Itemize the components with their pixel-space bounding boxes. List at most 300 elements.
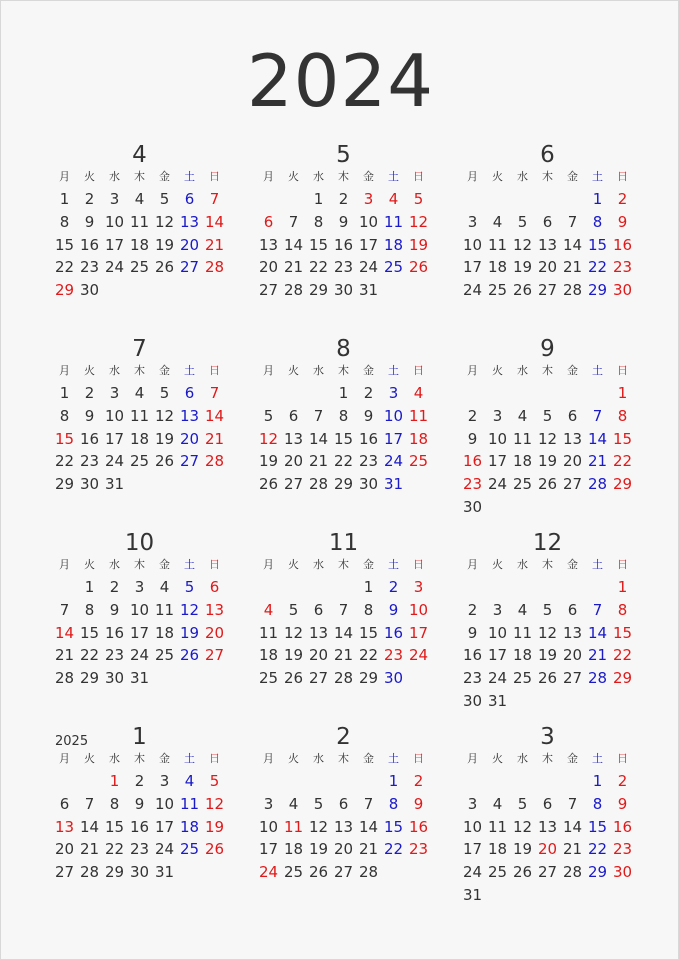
empty-cell bbox=[460, 382, 485, 405]
day-cell: 25 bbox=[408, 452, 429, 471]
day-cell: 6 bbox=[313, 600, 324, 619]
weekday-label: 日 bbox=[617, 558, 628, 571]
day-cell: 25 bbox=[129, 258, 150, 277]
weekday-header bbox=[460, 168, 635, 188]
day-cell: 19 bbox=[512, 840, 533, 859]
weekday-label: 木 bbox=[134, 170, 145, 183]
empty-cell bbox=[485, 884, 510, 907]
day-cell: 29 bbox=[358, 669, 379, 688]
weekday-label: 月 bbox=[59, 170, 70, 183]
weekday-label: 火 bbox=[492, 170, 503, 183]
day-cell: 12 bbox=[408, 212, 429, 231]
weekday-label: 火 bbox=[84, 558, 95, 571]
weekday-label: 金 bbox=[159, 170, 170, 183]
weekday-label: 土 bbox=[184, 752, 195, 765]
day-cell: 14 bbox=[358, 817, 379, 836]
weekday-label: 土 bbox=[388, 170, 399, 183]
day-cell: 7 bbox=[338, 600, 349, 619]
day-cell: 6 bbox=[184, 190, 195, 208]
day-cell: 28 bbox=[308, 475, 329, 494]
day-cell: 10 bbox=[462, 235, 483, 254]
day-cell: 15 bbox=[104, 817, 125, 836]
day-cell: 22 bbox=[333, 452, 354, 471]
day-cell: 21 bbox=[333, 646, 354, 665]
empty-cell bbox=[306, 382, 331, 405]
day-cell: 26 bbox=[154, 452, 175, 471]
day-cell: 29 bbox=[54, 281, 75, 300]
weekday-label: 火 bbox=[84, 752, 95, 765]
weekday-label: 火 bbox=[288, 558, 299, 571]
day-cell: 17 bbox=[408, 623, 429, 642]
day-cell: 20 bbox=[54, 840, 75, 859]
day-grid bbox=[256, 362, 431, 496]
day-cell: 11 bbox=[383, 212, 404, 231]
weekday-label: 火 bbox=[492, 364, 503, 377]
empty-cell bbox=[560, 496, 585, 519]
day-cell: 31 bbox=[487, 691, 508, 710]
day-cell: 4 bbox=[517, 600, 528, 619]
day-cell: 2 bbox=[388, 578, 399, 596]
day-cell: 14 bbox=[79, 817, 100, 836]
day-cell: 26 bbox=[537, 669, 558, 688]
week-row bbox=[460, 816, 635, 839]
day-cell: 10 bbox=[462, 817, 483, 836]
day-cell: 4 bbox=[134, 384, 145, 402]
day-cell: 18 bbox=[179, 817, 200, 836]
weekday-label: 金 bbox=[363, 170, 374, 183]
day-cell: 30 bbox=[462, 691, 483, 710]
next-year-label: 2025 bbox=[55, 734, 89, 749]
empty-cell bbox=[510, 884, 535, 907]
day-cell: 23 bbox=[408, 840, 429, 859]
day-cell: 27 bbox=[308, 669, 329, 688]
day-cell: 10 bbox=[104, 406, 125, 425]
week-row bbox=[52, 793, 227, 816]
day-cell: 18 bbox=[408, 429, 429, 448]
day-cell: 25 bbox=[258, 669, 279, 688]
weekday-label: 木 bbox=[542, 364, 553, 377]
day-cell: 3 bbox=[109, 384, 120, 402]
week-row bbox=[52, 234, 227, 257]
day-cell: 15 bbox=[587, 817, 608, 836]
week-row bbox=[256, 382, 431, 405]
day-cell: 6 bbox=[542, 212, 553, 231]
day-cell: 19 bbox=[512, 258, 533, 277]
day-cell: 12 bbox=[204, 794, 225, 813]
empty-cell bbox=[406, 279, 431, 302]
weekday-label: 金 bbox=[567, 364, 578, 377]
weekday-label: 水 bbox=[313, 364, 324, 377]
day-cell: 3 bbox=[492, 406, 503, 425]
day-cell: 9 bbox=[338, 212, 349, 231]
day-cell: 25 bbox=[487, 281, 508, 300]
day-cell: 23 bbox=[612, 840, 633, 859]
day-cell: 16 bbox=[333, 235, 354, 254]
day-cell: 17 bbox=[487, 646, 508, 665]
day-grid bbox=[460, 556, 635, 713]
week-row bbox=[460, 599, 635, 622]
day-cell: 24 bbox=[408, 646, 429, 665]
day-cell: 8 bbox=[313, 212, 324, 231]
day-cell: 29 bbox=[79, 669, 100, 688]
empty-cell bbox=[585, 576, 610, 599]
weekday-label: 月 bbox=[59, 752, 70, 765]
day-cell: 8 bbox=[388, 794, 399, 813]
week-row bbox=[256, 816, 431, 839]
day-cell: 19 bbox=[308, 840, 329, 859]
day-cell: 3 bbox=[263, 794, 274, 813]
week-row bbox=[460, 188, 635, 211]
day-cell: 5 bbox=[209, 772, 220, 790]
week-row bbox=[460, 256, 635, 279]
day-cell: 4 bbox=[288, 794, 299, 813]
day-cell: 22 bbox=[587, 258, 608, 277]
day-cell: 1 bbox=[313, 190, 324, 208]
day-cell: 31 bbox=[383, 475, 404, 494]
empty-cell bbox=[585, 382, 610, 405]
day-cell: 11 bbox=[512, 623, 533, 642]
day-cell: 15 bbox=[79, 623, 100, 642]
day-cell: 16 bbox=[612, 817, 633, 836]
empty-cell bbox=[510, 576, 535, 599]
weekday-label: 土 bbox=[388, 364, 399, 377]
weekday-label: 木 bbox=[338, 752, 349, 765]
day-cell: 8 bbox=[617, 406, 628, 425]
week-row bbox=[52, 861, 227, 884]
empty-cell bbox=[331, 770, 356, 793]
week-row bbox=[460, 884, 635, 907]
month-number: 8 bbox=[336, 336, 351, 362]
day-cell: 29 bbox=[308, 281, 329, 300]
month-number: 2 bbox=[336, 724, 351, 750]
day-cell: 28 bbox=[204, 258, 225, 277]
weekday-label: 金 bbox=[363, 752, 374, 765]
weekday-label: 金 bbox=[567, 752, 578, 765]
day-cell: 1 bbox=[617, 384, 628, 402]
empty-cell bbox=[485, 382, 510, 405]
day-cell: 30 bbox=[79, 475, 100, 494]
day-cell: 14 bbox=[562, 817, 583, 836]
day-cell: 2 bbox=[467, 406, 478, 425]
week-row bbox=[256, 211, 431, 234]
day-cell: 7 bbox=[84, 794, 95, 813]
day-cell: 25 bbox=[512, 475, 533, 494]
day-cell: 12 bbox=[154, 212, 175, 231]
day-cell: 3 bbox=[413, 578, 424, 596]
day-cell: 27 bbox=[179, 452, 200, 471]
day-cell: 8 bbox=[363, 600, 374, 619]
day-cell: 25 bbox=[383, 258, 404, 277]
day-grid bbox=[52, 556, 227, 690]
week-row bbox=[460, 644, 635, 667]
day-cell: 7 bbox=[567, 212, 578, 231]
day-cell: 11 bbox=[512, 429, 533, 448]
day-cell: 12 bbox=[154, 406, 175, 425]
day-cell: 30 bbox=[383, 669, 404, 688]
day-cell: 26 bbox=[204, 840, 225, 859]
day-cell: 20 bbox=[179, 235, 200, 254]
week-row bbox=[52, 816, 227, 839]
day-cell: 1 bbox=[363, 578, 374, 596]
day-grid bbox=[256, 168, 431, 302]
week-row bbox=[256, 279, 431, 302]
day-cell: 16 bbox=[129, 817, 150, 836]
day-cell: 1 bbox=[338, 384, 349, 402]
day-cell: 24 bbox=[154, 840, 175, 859]
day-cell: 11 bbox=[283, 817, 304, 836]
weekday-label: 月 bbox=[467, 752, 478, 765]
day-cell: 28 bbox=[358, 863, 379, 882]
day-cell: 27 bbox=[537, 863, 558, 882]
day-cell: 19 bbox=[258, 452, 279, 471]
week-row bbox=[52, 770, 227, 793]
day-cell: 15 bbox=[54, 235, 75, 254]
empty-cell bbox=[52, 576, 77, 599]
day-cell: 2 bbox=[109, 578, 120, 596]
day-cell: 26 bbox=[537, 475, 558, 494]
day-cell: 24 bbox=[487, 669, 508, 688]
week-row bbox=[52, 450, 227, 473]
week-row bbox=[256, 256, 431, 279]
weekday-label: 水 bbox=[109, 558, 120, 571]
day-cell: 4 bbox=[492, 794, 503, 813]
month-number: 10 bbox=[124, 530, 155, 556]
day-cell: 27 bbox=[333, 863, 354, 882]
day-cell: 15 bbox=[383, 817, 404, 836]
day-cell: 7 bbox=[209, 190, 220, 208]
day-grid bbox=[460, 168, 635, 302]
weekday-label: 日 bbox=[209, 170, 220, 183]
day-cell: 21 bbox=[562, 258, 583, 277]
empty-cell bbox=[127, 473, 152, 496]
weekday-label: 日 bbox=[413, 752, 424, 765]
day-cell: 13 bbox=[333, 817, 354, 836]
day-cell: 1 bbox=[84, 578, 95, 596]
day-cell: 19 bbox=[154, 429, 175, 448]
day-cell: 27 bbox=[179, 258, 200, 277]
day-cell: 5 bbox=[263, 406, 274, 425]
day-cell: 28 bbox=[333, 669, 354, 688]
weekday-label: 月 bbox=[263, 558, 274, 571]
day-cell: 3 bbox=[134, 578, 145, 596]
day-cell: 29 bbox=[54, 475, 75, 494]
day-cell: 10 bbox=[129, 600, 150, 619]
day-cell: 6 bbox=[209, 578, 220, 596]
empty-cell bbox=[281, 770, 306, 793]
week-row bbox=[256, 770, 431, 793]
week-row bbox=[460, 450, 635, 473]
day-grid bbox=[52, 362, 227, 496]
empty-cell bbox=[485, 770, 510, 793]
weekday-label: 日 bbox=[413, 170, 424, 183]
day-cell: 7 bbox=[59, 600, 70, 619]
day-cell: 7 bbox=[209, 384, 220, 402]
day-cell: 10 bbox=[487, 429, 508, 448]
week-row bbox=[460, 793, 635, 816]
weekday-label: 金 bbox=[363, 364, 374, 377]
day-cell: 28 bbox=[79, 863, 100, 882]
weekday-label: 日 bbox=[617, 752, 628, 765]
empty-cell bbox=[460, 188, 485, 211]
weekday-label: 日 bbox=[413, 364, 424, 377]
weekday-label: 水 bbox=[313, 558, 324, 571]
empty-cell bbox=[585, 690, 610, 713]
empty-cell bbox=[202, 861, 227, 884]
day-cell: 17 bbox=[462, 840, 483, 859]
week-row bbox=[256, 428, 431, 451]
weekday-label: 水 bbox=[109, 364, 120, 377]
day-cell: 26 bbox=[512, 863, 533, 882]
day-cell: 1 bbox=[59, 190, 70, 208]
empty-cell bbox=[202, 279, 227, 302]
day-cell: 7 bbox=[313, 406, 324, 425]
empty-cell bbox=[152, 667, 177, 690]
day-cell: 5 bbox=[159, 384, 170, 402]
day-cell: 9 bbox=[467, 623, 478, 642]
day-cell: 2 bbox=[363, 384, 374, 402]
day-cell: 11 bbox=[154, 600, 175, 619]
weekday-header bbox=[256, 362, 431, 382]
weekday-label: 月 bbox=[263, 752, 274, 765]
week-row bbox=[256, 667, 431, 690]
day-cell: 27 bbox=[283, 475, 304, 494]
day-cell: 8 bbox=[592, 212, 603, 231]
week-row bbox=[256, 644, 431, 667]
day-cell: 22 bbox=[587, 840, 608, 859]
week-row bbox=[460, 496, 635, 519]
weekday-label: 月 bbox=[467, 170, 478, 183]
day-cell: 22 bbox=[104, 840, 125, 859]
week-row bbox=[52, 256, 227, 279]
day-cell: 23 bbox=[79, 258, 100, 277]
weekday-label: 金 bbox=[159, 752, 170, 765]
day-cell: 15 bbox=[54, 429, 75, 448]
week-row bbox=[256, 473, 431, 496]
day-cell: 20 bbox=[537, 840, 558, 859]
day-cell: 9 bbox=[388, 600, 399, 619]
empty-cell bbox=[510, 188, 535, 211]
empty-cell bbox=[202, 473, 227, 496]
day-cell: 18 bbox=[512, 646, 533, 665]
day-cell: 14 bbox=[308, 429, 329, 448]
weekday-header bbox=[460, 750, 635, 770]
weekday-header bbox=[52, 750, 227, 770]
day-cell: 28 bbox=[283, 281, 304, 300]
weekday-label: 木 bbox=[338, 170, 349, 183]
empty-cell bbox=[560, 690, 585, 713]
empty-cell bbox=[152, 473, 177, 496]
day-cell: 27 bbox=[204, 646, 225, 665]
week-row bbox=[256, 188, 431, 211]
week-row bbox=[460, 576, 635, 599]
day-cell: 20 bbox=[283, 452, 304, 471]
day-cell: 13 bbox=[54, 817, 75, 836]
day-cell: 23 bbox=[358, 452, 379, 471]
day-cell: 14 bbox=[333, 623, 354, 642]
weekday-label: 水 bbox=[517, 364, 528, 377]
day-cell: 21 bbox=[204, 235, 225, 254]
day-cell: 27 bbox=[562, 475, 583, 494]
week-row bbox=[52, 405, 227, 428]
day-cell: 20 bbox=[537, 258, 558, 277]
day-cell: 7 bbox=[288, 212, 299, 231]
day-cell: 28 bbox=[587, 669, 608, 688]
day-cell: 16 bbox=[462, 452, 483, 471]
empty-cell bbox=[406, 861, 431, 884]
weekday-label: 火 bbox=[492, 558, 503, 571]
day-grid bbox=[460, 750, 635, 907]
week-row bbox=[256, 838, 431, 861]
empty-cell bbox=[560, 770, 585, 793]
day-cell: 1 bbox=[617, 578, 628, 596]
weekday-label: 水 bbox=[109, 752, 120, 765]
weekday-label: 月 bbox=[59, 558, 70, 571]
weekday-label: 木 bbox=[134, 558, 145, 571]
day-cell: 17 bbox=[462, 258, 483, 277]
day-cell: 8 bbox=[109, 794, 120, 813]
day-cell: 10 bbox=[358, 212, 379, 231]
weekday-label: 土 bbox=[184, 170, 195, 183]
day-cell: 11 bbox=[129, 212, 150, 231]
day-cell: 5 bbox=[542, 406, 553, 425]
day-cell: 29 bbox=[104, 863, 125, 882]
day-cell: 25 bbox=[179, 840, 200, 859]
day-cell: 10 bbox=[154, 794, 175, 813]
day-cell: 30 bbox=[612, 281, 633, 300]
month-number: 12 bbox=[532, 530, 563, 556]
day-cell: 14 bbox=[204, 406, 225, 425]
day-cell: 12 bbox=[537, 623, 558, 642]
day-cell: 3 bbox=[159, 772, 170, 790]
weekday-label: 水 bbox=[517, 752, 528, 765]
weekday-header bbox=[52, 362, 227, 382]
day-cell: 21 bbox=[587, 646, 608, 665]
day-cell: 4 bbox=[263, 600, 274, 619]
weekday-label: 水 bbox=[313, 752, 324, 765]
empty-cell bbox=[102, 279, 127, 302]
day-cell: 18 bbox=[383, 235, 404, 254]
day-cell: 4 bbox=[184, 772, 195, 790]
day-cell: 11 bbox=[487, 235, 508, 254]
empty-cell bbox=[585, 884, 610, 907]
weekday-label: 火 bbox=[84, 364, 95, 377]
day-cell: 6 bbox=[263, 212, 274, 231]
empty-cell bbox=[281, 576, 306, 599]
empty-cell bbox=[535, 770, 560, 793]
day-cell: 6 bbox=[184, 384, 195, 402]
day-cell: 28 bbox=[562, 863, 583, 882]
week-row bbox=[460, 838, 635, 861]
day-cell: 30 bbox=[612, 863, 633, 882]
weekday-header bbox=[256, 168, 431, 188]
empty-cell bbox=[77, 770, 102, 793]
calendar-year-title: 2024 bbox=[246, 39, 435, 123]
weekday-label: 月 bbox=[263, 364, 274, 377]
day-cell: 12 bbox=[512, 817, 533, 836]
day-cell: 8 bbox=[59, 212, 70, 231]
day-cell: 22 bbox=[79, 646, 100, 665]
day-cell: 13 bbox=[562, 429, 583, 448]
day-cell: 15 bbox=[358, 623, 379, 642]
empty-cell bbox=[460, 770, 485, 793]
day-cell: 10 bbox=[258, 817, 279, 836]
empty-cell bbox=[177, 667, 202, 690]
day-cell: 10 bbox=[383, 406, 404, 425]
day-cell: 20 bbox=[308, 646, 329, 665]
week-row bbox=[52, 382, 227, 405]
week-row bbox=[460, 234, 635, 257]
day-cell: 5 bbox=[288, 600, 299, 619]
